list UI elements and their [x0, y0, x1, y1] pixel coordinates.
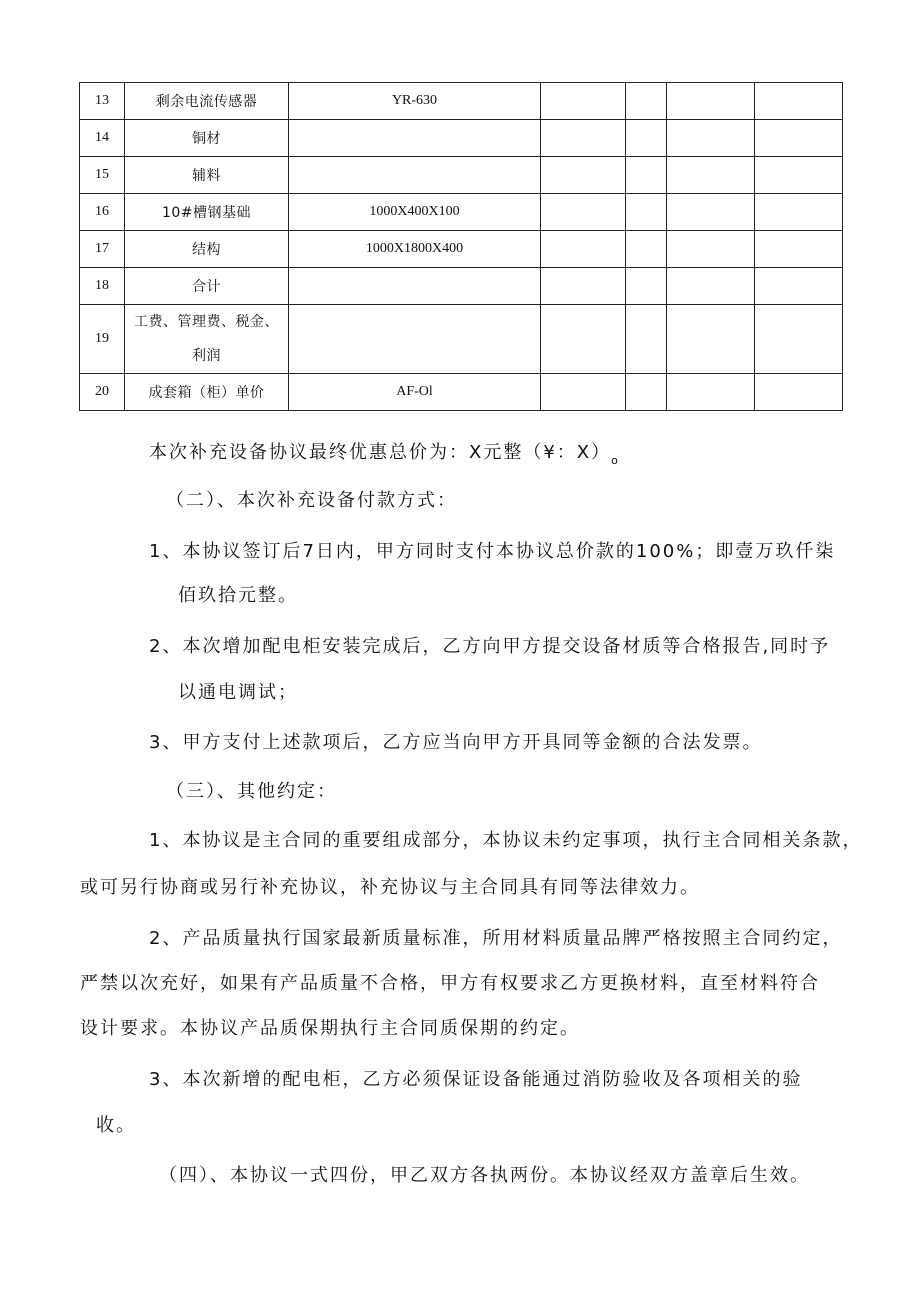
item-name: 成套箱（柜）单价 — [125, 374, 289, 411]
row-number: 17 — [80, 231, 125, 268]
section3-heading: （三）、其他约定： — [166, 781, 337, 802]
item-name: 铜材 — [125, 120, 289, 157]
agreement-item-2-line-2: 严禁以次充好，如果有产品质量不合格，甲方有权要求乙方更换材料，直至材料符合 — [80, 973, 820, 994]
row-number: 14 — [80, 120, 125, 157]
empty-cell — [541, 194, 626, 231]
empty-cell — [667, 374, 755, 411]
table-row — [80, 374, 843, 411]
section4-text: （四）、本协议一式四份，甲乙双方各执两份。本协议经双方盖章后生效。 — [159, 1165, 810, 1186]
empty-cell — [667, 157, 755, 194]
empty-cell — [667, 83, 755, 120]
agreement-item-2-line-1: 2、产品质量执行国家最新质量标准，所用材料质量品牌严格按照主合同约定， — [149, 928, 843, 949]
row-number: 13 — [80, 83, 125, 120]
payment-item-3: 3、甲方支付上述款项后，乙方应当向甲方开具同等金额的合法发票。 — [149, 732, 763, 753]
item-model: AF-Ol — [289, 374, 541, 411]
agreement-item-1-line-2: 或可另行协商或另行补充协议，补充协议与主合同具有同等法律效力。 — [80, 877, 700, 898]
empty-cell — [541, 83, 626, 120]
item-name — [125, 305, 289, 374]
total-price-text: 本次补充设备协议最终优惠总价为：X元整（¥：X） — [149, 442, 612, 463]
item-name: 结构 — [125, 231, 289, 268]
item-model — [289, 120, 541, 157]
total-price-tail: o — [611, 454, 618, 467]
empty-cell — [667, 268, 755, 305]
empty-cell — [626, 268, 667, 305]
item-name-line: 工费、管理费、税金、 — [134, 314, 279, 330]
row-number: 19 — [80, 305, 125, 374]
payment-item-1-line-2: 佰玖拾元整。 — [178, 585, 298, 606]
empty-cell — [541, 157, 626, 194]
empty-cell — [755, 83, 843, 120]
payment-item-2-line-1: 2、本次增加配电柜安装完成后，乙方向甲方提交设备材质等合格报告,同时予 — [149, 636, 831, 657]
table-row — [80, 268, 843, 305]
item-name-line: 利润 — [192, 348, 221, 364]
item-name: 剩余电流传感器 — [125, 83, 289, 120]
total-price-line — [149, 438, 618, 467]
empty-cell — [755, 120, 843, 157]
item-model — [289, 305, 541, 374]
agreement-item-3-line-1: 3、本次新增的配电柜，乙方必须保证设备能通过消防验收及各项相关的验 — [149, 1069, 803, 1090]
empty-cell — [755, 194, 843, 231]
table-row — [80, 83, 843, 120]
empty-cell — [541, 120, 626, 157]
table-row — [80, 157, 843, 194]
row-number: 18 — [80, 268, 125, 305]
empty-cell — [626, 305, 667, 374]
row-number: 15 — [80, 157, 125, 194]
empty-cell — [626, 120, 667, 157]
agreement-item-3-line-2: 收。 — [96, 1115, 136, 1136]
empty-cell — [541, 231, 626, 268]
empty-cell — [755, 157, 843, 194]
empty-cell — [755, 268, 843, 305]
empty-cell — [755, 374, 843, 411]
empty-cell — [755, 305, 843, 374]
empty-cell — [541, 374, 626, 411]
item-model — [289, 157, 541, 194]
empty-cell — [667, 231, 755, 268]
table-row — [80, 194, 843, 231]
table-row — [80, 305, 843, 374]
empty-cell — [541, 268, 626, 305]
item-name: 辅料 — [125, 157, 289, 194]
empty-cell — [626, 374, 667, 411]
table-row — [80, 231, 843, 268]
row-number: 20 — [80, 374, 125, 411]
empty-cell — [626, 157, 667, 194]
empty-cell — [755, 231, 843, 268]
item-name: 合计 — [125, 268, 289, 305]
section2-heading: （二）、本次补充设备付款方式： — [166, 490, 457, 511]
empty-cell — [667, 194, 755, 231]
table-row — [80, 120, 843, 157]
empty-cell — [667, 120, 755, 157]
item-model: 1000X1800X400 — [289, 231, 541, 268]
agreement-item-1-line-1: 1、本协议是主合同的重要组成部分，本协议未约定事项，执行主合同相关条款， — [149, 830, 863, 851]
empty-cell — [626, 194, 667, 231]
agreement-item-2-line-3: 设计要求。本协议产品质保期执行主合同质保期的约定。 — [80, 1018, 580, 1039]
equipment-table — [79, 82, 843, 411]
payment-item-2-line-2: 以通电调试； — [178, 682, 298, 703]
empty-cell — [667, 305, 755, 374]
item-model — [289, 268, 541, 305]
empty-cell — [626, 231, 667, 268]
payment-item-1-line-1: 1、本协议签订后7日内，甲方同时支付本协议总价款的100%；即壹万玖仟柒 — [149, 541, 836, 562]
item-model: 1000X400X100 — [289, 194, 541, 231]
empty-cell — [626, 83, 667, 120]
empty-cell — [541, 305, 626, 374]
item-name: 10#槽钢基础 — [125, 194, 289, 231]
row-number: 16 — [80, 194, 125, 231]
item-model: YR-630 — [289, 83, 541, 120]
